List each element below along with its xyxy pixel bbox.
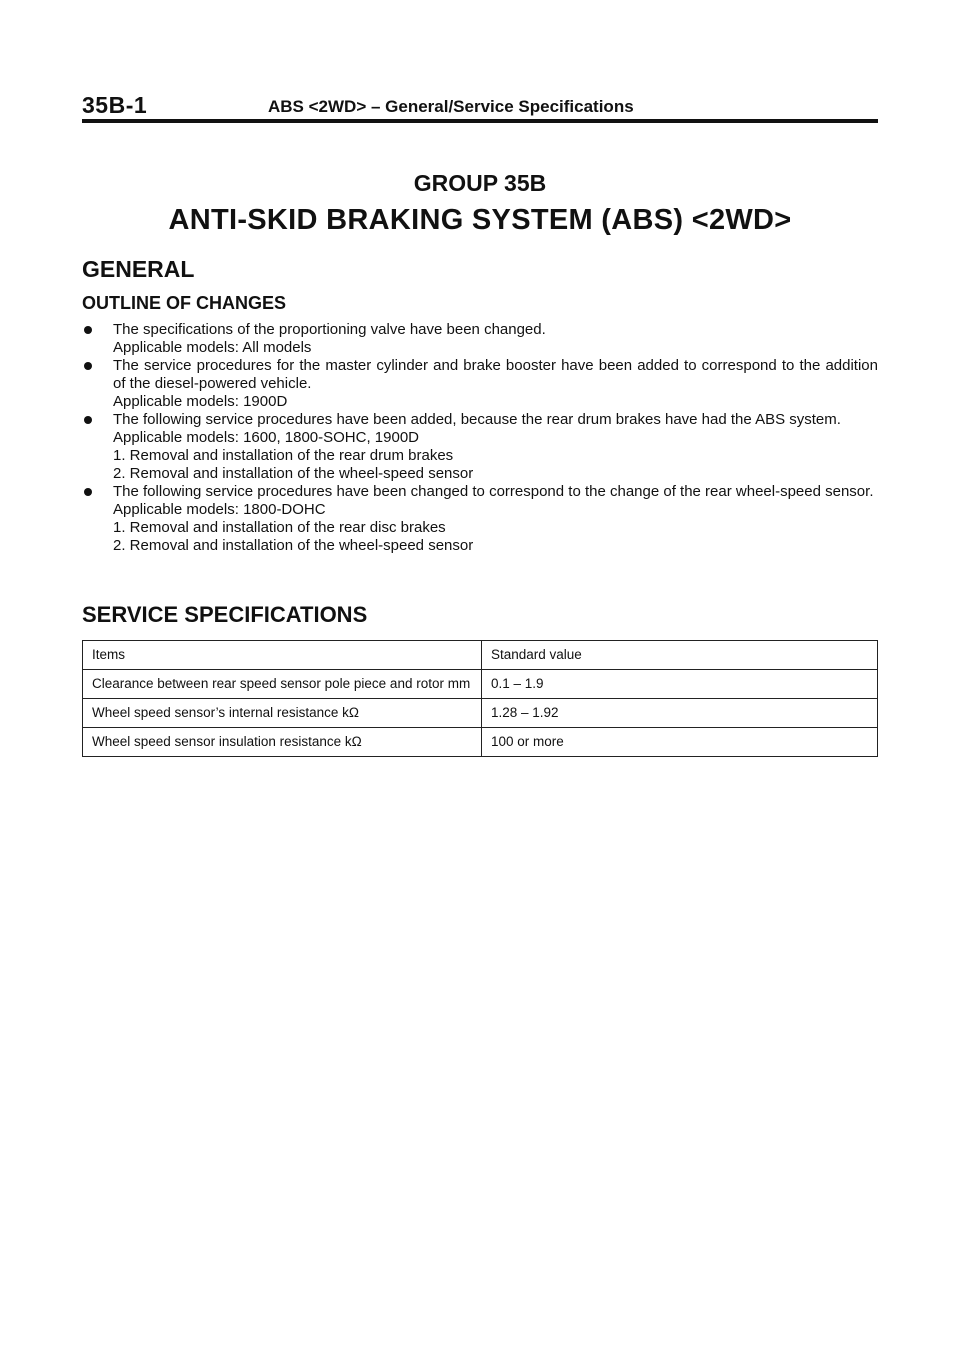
value-cell: 100 or more: [482, 728, 878, 757]
system-title: ANTI-SKID BRAKING SYSTEM (ABS) <2WD>: [168, 204, 792, 236]
outline-item: [82, 357, 878, 411]
outline-item-text: The specifications of the proportioning valve have been changed.: [113, 321, 546, 338]
page-number: 35B-1: [82, 92, 148, 118]
outline-item-models: Applicable models: 1600, 1800-SOHC, 1900D: [113, 429, 420, 446]
table-header-row: [83, 641, 878, 670]
bullet-icon: [84, 362, 92, 370]
table-row: [83, 670, 878, 699]
group-title: GROUP 35B: [413, 170, 547, 196]
procedure-step: 2. Removal and installation of the wheel-speed sensor: [113, 537, 474, 554]
outline-item-models: Applicable models: All models: [113, 339, 312, 356]
procedure-step: 2. Removal and installation of the wheel-speed sensor: [113, 465, 474, 482]
outline-item-models: Applicable models: 1900D: [113, 393, 288, 410]
item-cell: Clearance between rear speed sensor pole piece and rotor mm: [83, 670, 482, 699]
page-header: [82, 92, 878, 124]
header-rule: [82, 119, 878, 123]
outline-heading: OUTLINE OF CHANGES: [82, 293, 287, 313]
outline-item: [82, 321, 878, 357]
procedure-step: 1. Removal and installation of the rear disc brakes: [113, 519, 446, 536]
procedure-list: [113, 447, 878, 483]
service-specifications-heading: SERVICE SPECIFICATIONS: [82, 602, 368, 627]
outline-item: [82, 483, 878, 555]
bullet-icon: [84, 488, 92, 496]
outline-list: [82, 321, 878, 555]
value-cell: 1.28 – 1.92: [482, 699, 878, 728]
service-specifications-table: [82, 640, 878, 757]
item-cell: Wheel speed sensor’s internal resistance kΩ: [83, 699, 482, 728]
outline-item-text: The service procedures for the master cylinder and brake booster have been added to correspond to the addition of the diesel-powered vehicle.: [113, 357, 878, 392]
item-cell: Wheel speed sensor insulation resistance kΩ: [83, 728, 482, 757]
column-header-standard-value: Standard value: [482, 641, 878, 670]
section-general-heading: GENERAL: [82, 256, 195, 282]
bullet-icon: [84, 416, 92, 424]
column-header-items: Items: [83, 641, 482, 670]
table-row: [83, 728, 878, 757]
procedure-list: [113, 519, 878, 555]
outline-item-text: The following service procedures have been added, because the rear drum brakes have had the ABS system.: [113, 411, 841, 428]
outline-item-text: The following service procedures have been changed to correspond to the change of the rear wheel-speed sensor.: [113, 483, 874, 500]
bullet-icon: [84, 326, 92, 334]
outline-item-models: Applicable models: 1800-DOHC: [113, 501, 326, 518]
header-title: ABS <2WD> – General/Service Specifications: [268, 97, 634, 116]
value-cell: 0.1 – 1.9: [482, 670, 878, 699]
procedure-step: 1. Removal and installation of the rear drum brakes: [113, 447, 454, 464]
outline-item: [82, 411, 878, 483]
table-row: [83, 699, 878, 728]
